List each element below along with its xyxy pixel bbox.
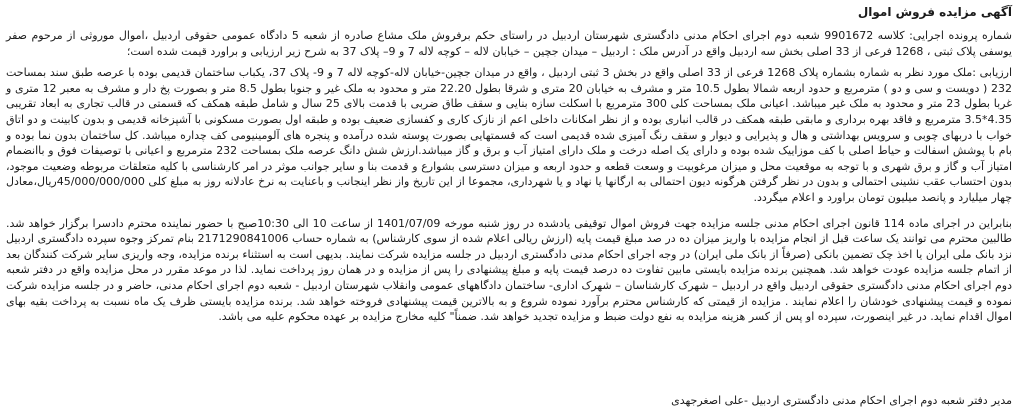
appraisal-paragraph: ارزیابی :ملک مورد نظر به شماره بشماره پلاک 1268 فرعی از 33 اصلی واقع در بخش 3 ثبتی اردبیل ، واقع در میدان جچین-خیابان لاله-کوچه لاله 7 و 9- پلاک 37، یکباب ساختمان قدیمی بوده با عرصه طبق سند بمساحت 232 ( دویست و سی و دو ) مترمربع و حدود اربعه شمالا بطول 10.5 متر و مشرف به خیابان 20 متری و شرقا بطول 22.20 متر و محدود به ملک غیر و جنوبا بطول 8.5 متر و بصورت پخ دار و مشرف به معبر 12 متری و غربا بطول 23 متر و محدود به ملک غیر میباشد. اعیانی ملک بمساحت کلی 300 مترمربع با اسکلت سازه بنایی و سقف طاق ضربی با قدمت بالای 25 سال و شامل طبقه همکف که قسمتی در قالب تجاری به ابعاد تقریبی 4.35*3.5 مترمربع و فاقد بهره برداری و مابقی طبقه همکف در قالب انباری بوده و از نظر امکانات داخلی اعم از نازک کاری و کفسازی ضعیف بوده و طبقه اول بصورت مسکونی با آشپزخانه قدیمی و بدون کابینت و دو اتاق خواب با دربهای چوبی و سرویس بهداشتی و هال و پذیرایی و دیوار و سقف رنگ آمیزی شده قدیمی است که قسمتهایی بصورت پوسته شده درآمده و پنجره های آلومینیومی کف چداره میباشد. کل ساختمان بدون نما بوده و بام با پوشش اسفالت و حیاط اصلی با کف موزاییک شده بوده و دارای یک اصله درخت و ملک دارای امتیاز آب و برق و گاز میباشد.ارزش شش دانگ عرصه ملک بمساحت 232 مترمربع و اعیانی با توصیفات فوق و باانضمام امتیاز آب و گاز و برق شهری و با توجه به موقعیت محل و میزان مرغوبیت و وسعت قطعه و حدود اربعه و میزان دسترسی بشوارع و قدمت بنا و سایر جوانب موثر در امر کارشناسی با کلیه متعلقات مربوطه وضعیت موجود، بدون احتساب عقب نشینی احتمالی و بدون در نظر گرفتن هرگونه دیون احتمالی به ارگانها یا نهاد و یا شهرداری، مجموعا از این تاریخ واز نظر اینجانب و باعنایت به نرخ عادلانه روز به مبلغ کلی 45/000/000/000ریال،معادل چهار میلیارد و پانصد میلیون تومان براورد و اعلام میگردد. bbox=[6, 66, 1012, 204]
case-intro-paragraph: شماره پرونده اجرایی: کلاسه 9901672 شعبه دوم اجرای احکام مدنی دادگستری شهرستان اردبیل در راستای حکم برفروش ملک مشاع صادره از شعبه 5 دادگاه عمومی حقوقی اردبیل ،اموال موروثی از مرحوم صفر یوسفی پلاک ثبتی ، 1268 فرعی از 33 اصلی بخش سه اردبیل واقع در آدرس ملک : اردبیل – میدان جچین – خیابان لاله – کوچه لاله 7 و 9– پلاک 37 به شرح زیر ارزیابی و براورد قیمت شده است؛ bbox=[6, 29, 1012, 58]
auction-terms-paragraph: بنابراین در اجرای ماده 114 قانون اجرای احکام مدنی جلسه مزایده جهت فروش اموال توقیفی یادشده در روز شنبه مورخه 1401/07/09 از ساعت 10 الی 10:30صبح با حضور نماینده محترم دادسرا برگزار خواهد شد. طالبین محترم می توانند یک ساعت قبل از انجام مزایده با واریز میزان ده در صد مبلغ قیمت پایه (ارزش ریالی اعلام شده از سوی کارشناس) به شماره حساب 2171290841006 بنام تمرکز وجوه سپرده دادگستری اردبیل نزد بانک ملی ایران یا اخذ چک تضمین بانکی (صرفاً از بانک ملی ایران) در وجه اجرای احکام مدنی دادگستری اردبیل در جلسه مزایده شرکت نمایند. بدیهی است به استثناء برنده مزایده، وجه واریزی سایر شرکت کنندگان بعد از اتمام جلسه مزایده عودت خواهد شد. همچنین برنده مزایده بایستی مابین تفاوت ده درصد قیمت پایه و مبلغ پیشنهادی را پس از مزایده و در همان روز پرداخت نماید. لذا در موعد مقرر در محل مزایده واقع در دفتر شعبه دوم اجرای احکام مدنی دادگستری حقوقی اردبیل واقع در اردبیل – شهرک کارشناسان – شهرک اداری- ساختمان دادگاههای عمومی وانقلاب شهرستان اردبیل - شعبه دوم اجرای احکام مدنی، حاضر و در جلسه مزایده شرکت نموده و قیمت پیشنهادی خودشان را اعلام نمایند . مزایده از قیمتی که کارشناس محترم برآورد نموده شروع و به بالاترین قیمت پیشنهادی فروخته خواهد شد. برنده مزایده بایستی ظرف یک ماه نسبت به پرداخت بقیه بهای اموال اقدام نماید. در غیر اینصورت، سپرده او پس از کسر هزینه مزایده به نفع دولت ضبط و مزایده تجدید خواهد شد. ضمناً" کلیه مخارج مزایده بر عهده محکوم علیه می باشد. bbox=[6, 216, 1012, 324]
auction-notice-document bbox=[6, 4, 1012, 412]
signature-line: مدیر دفتر شعبه دوم اجرای احکام مدنی دادگستری اردبیل -علی اصغرجهدی bbox=[671, 394, 1012, 407]
notice-title: آگهی مزایده فروش اموال bbox=[857, 5, 1012, 19]
